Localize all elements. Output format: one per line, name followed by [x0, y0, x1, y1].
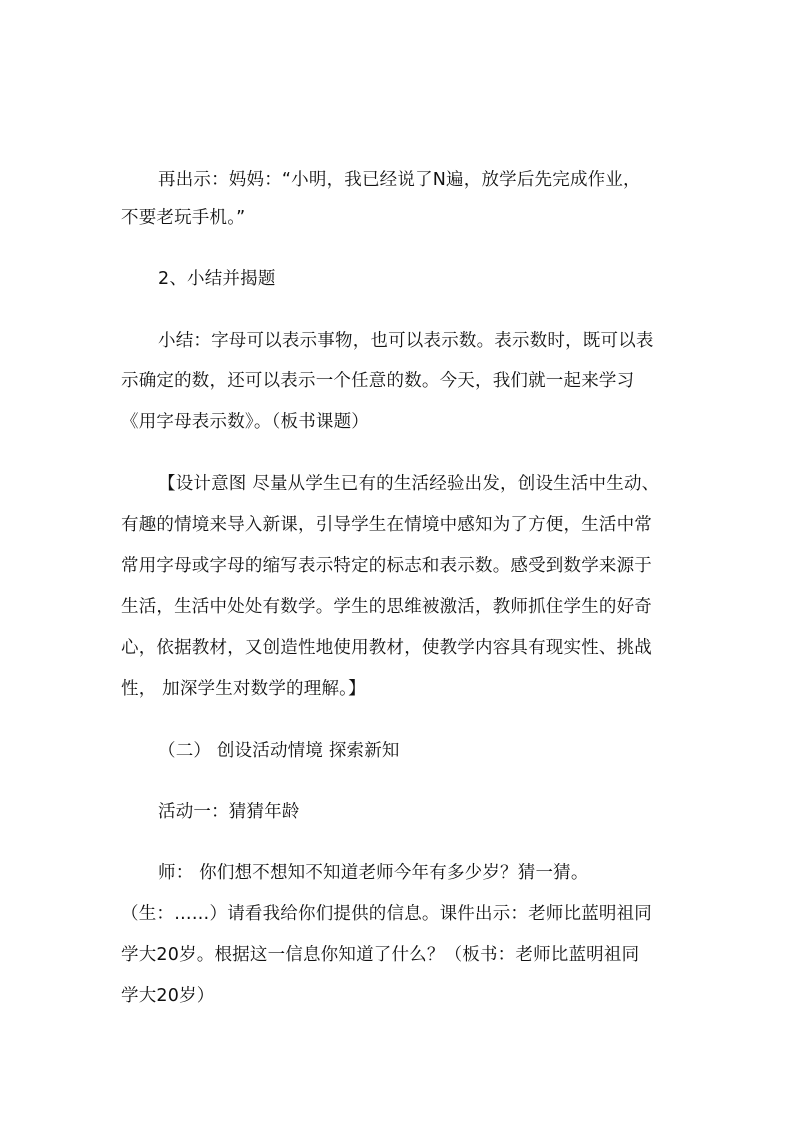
- design-intent-line: 心，依据教材，又创造性地使用教材，使教学内容具有现实性、挑战: [121, 638, 652, 658]
- paragraph-line: 学大20岁）: [121, 986, 215, 1006]
- paragraph-line: （生：……）请看我给你们提供的信息。课件出示：老师比蓝明祖同: [121, 904, 652, 924]
- paragraph-line: 《用字母表示数》。（板书课题）: [121, 412, 369, 432]
- paragraph-line: 示确定的数，还可以表示一个任意的数。今天，我们就一起来学习: [121, 371, 635, 391]
- section-heading: 2、小结并揭题: [158, 269, 276, 289]
- design-intent-line: 有趣的情境来导入新课，引导学生在情境中感知为了方便，生活中常: [121, 515, 652, 535]
- paragraph-line: 学大20岁。根据这一信息你知道了什么？（板书：老师比蓝明祖同: [121, 945, 640, 965]
- paragraph-line: 师： 你们想不想知不知道老师今年有多少岁？猜一猜。: [158, 863, 589, 883]
- design-intent-line: 性， 加深学生对数学的理解。】: [121, 679, 366, 699]
- paragraph-line: 不要老玩手机。”: [121, 208, 246, 228]
- design-intent-line: 【设计意图 尽量从学生已有的生活经验出发，创设生活中生动、: [158, 474, 660, 494]
- paragraph-line: 小结：字母可以表示事物，也可以表示数。表示数时，既可以表: [158, 331, 654, 351]
- activity-heading: 活动一：猜猜年龄: [158, 802, 300, 822]
- paragraph-line: 再出示：妈妈：“小明，我已经说了N遍，放学后先完成作业，: [158, 170, 641, 190]
- section-heading: （二） 创设活动情境 探索新知: [158, 741, 400, 761]
- design-intent-line: 生活，生活中处处有数学。学生的思维被激活，教师抓住学生的好奇: [121, 597, 652, 617]
- design-intent-line: 常用字母或字母的缩写表示特定的标志和表示数。感受到数学来源于: [121, 556, 652, 576]
